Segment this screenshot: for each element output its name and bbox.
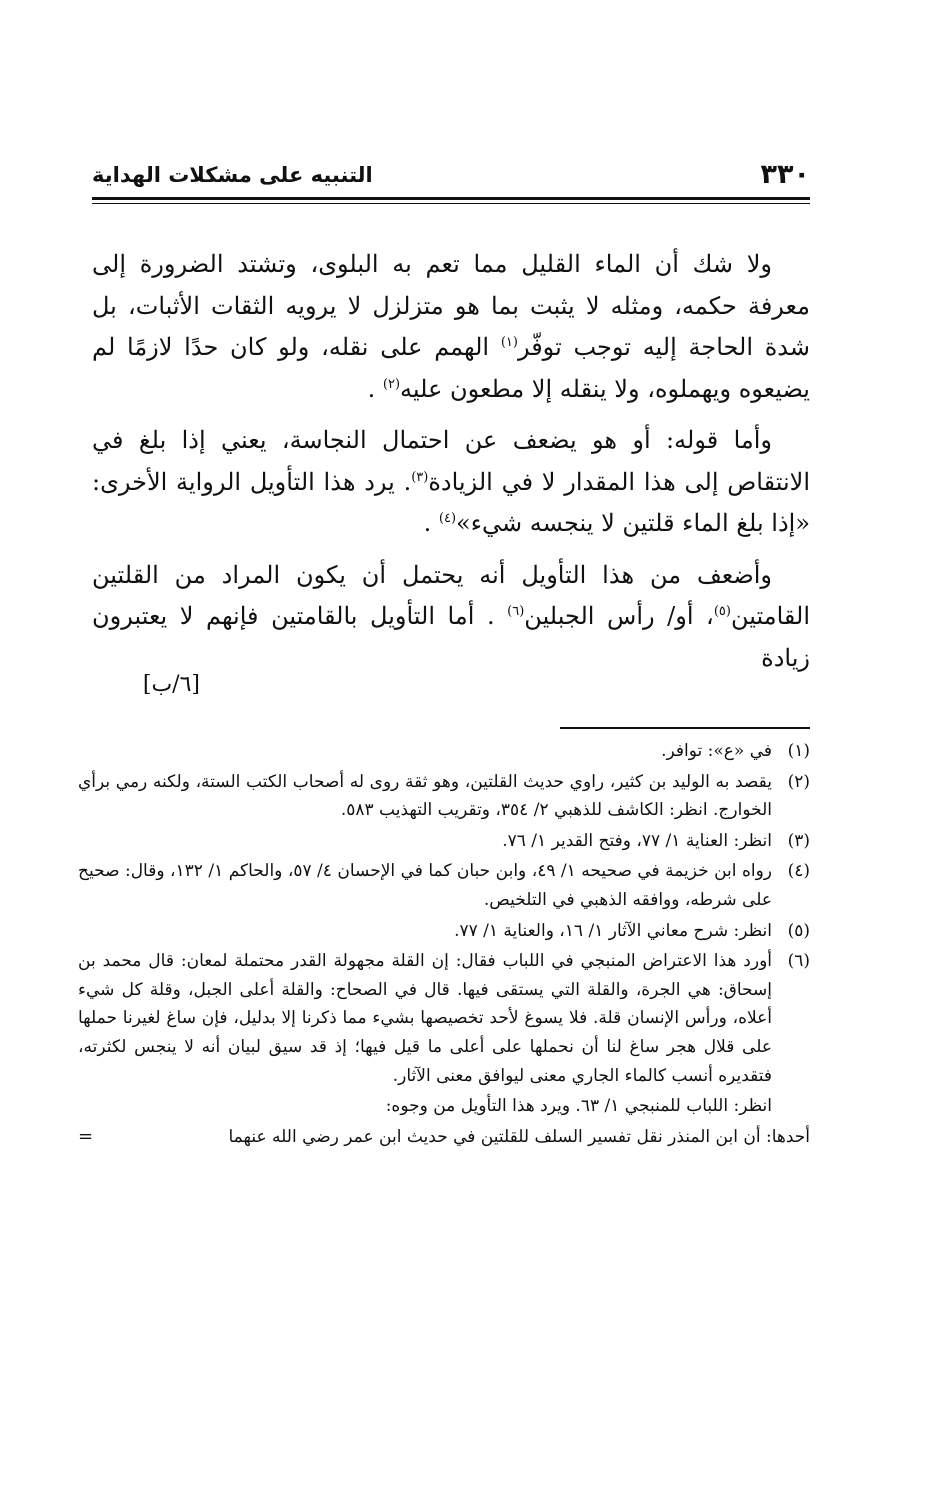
footnote-text: في «ع»: توافر. xyxy=(661,741,772,761)
footnote xyxy=(78,768,810,825)
footnote-separator xyxy=(560,727,810,729)
footnote-number: (٤) xyxy=(787,861,810,882)
footnote-ref: (٣) xyxy=(411,469,429,485)
header-rule-thick xyxy=(92,197,810,200)
footnotes xyxy=(78,737,810,1153)
footnote-ref: (٢) xyxy=(382,376,401,392)
footnote xyxy=(78,737,810,766)
footnote-text: أورد هذا الاعتراض المنبجي في اللباب فقال: إن القلة مجهولة القدر محتملة لمعان: قال محمد بن إسحاق: هي الجرة، والقلة التي يستقى فيها. قال في الصحاح: والقلة أعلى الجبل، وقلة كل شيء أعلاه، ورأس الإنسان قلة. فلا يسوغ لأحد تخصيصها بشيء مما ذكرنا إلا بدليل، فإن ساغ لغيرنا حملها على قلال هجر ساغ لنا أن نحملها على أعلى ما قيل فيها؛ إذ قد سيق لبيان أنه لا ينجس لكثرته، فتقديره أنسب كالماء الجاري معنى ليوافق معنى الآثار. xyxy=(78,951,772,1086)
footnote-continuation-line xyxy=(78,1123,810,1152)
header-rule-thin xyxy=(92,203,810,204)
main-text xyxy=(92,244,810,689)
running-header xyxy=(92,158,810,194)
footnote xyxy=(78,947,810,1090)
page-number: ٣٣٠ xyxy=(760,159,810,190)
footnote-number: (١) xyxy=(787,741,810,761)
footnote-continuation-text: أحدها: أن ابن المنذر نقل تفسير السلف للقلتين في حديث ابن عمر رضي الله عنهما xyxy=(228,1126,810,1147)
footnote xyxy=(78,827,810,856)
footnote-ref: (٦) xyxy=(507,604,525,619)
footnote-text: رواه ابن خزيمة في صحيحه ١/ ٤٩، وابن حبان كما في الإحسان ٤/ ٥٧، والحاكم ١/ ١٣٢، وقال: صحيح على شرطه، ووافقه الذهبي في التلخيص. xyxy=(78,861,772,910)
paragraph: وأما قوله: أو هو يضعف عن احتمال النجاسة، يعني إذا بلغ في الانتقاص إلى هذا المقدار لا في الزيادة$^{(٣)}$. يرد هذا التأويل الرواية الأخرى: «إذا بلغ الماء قلتين لا ينجسه شيء»$^{(٤)}$ . xyxy=(92,426,810,537)
footnote-ref: (٤) xyxy=(438,511,457,526)
footnote-ref: (١) xyxy=(500,335,518,350)
continuation-mark: = xyxy=(78,1125,94,1147)
footnote-number: (٦) xyxy=(787,951,810,972)
footnote xyxy=(78,857,810,914)
footnote-number: (٣) xyxy=(787,830,810,851)
footnote xyxy=(78,917,810,946)
footnote-continuation-line: انظر: اللباب للمنبجي ١/ ٦٣. ويرد هذا التأويل من وجوه: xyxy=(385,1096,772,1117)
footnote-number: (٢) xyxy=(787,771,810,792)
paragraph: وأضعف من هذا التأويل أنه يحتمل أن يكون المراد من القلتين القامتين$^{(٥)}$، أو/ رأس الجبلين$^{(٦)}$ . أما التأويل بالقامتين فإنهم لا يعتبرون زيادة xyxy=(92,560,810,672)
manuscript-folio-marker: [٦/ب] xyxy=(142,672,200,697)
paragraph: ولا شك أن الماء القليل مما تعم به البلوى، وتشتد الضرورة إلى معرفة حكمه، ومثله لا يثبت بما هو متزلزل لا يرويه الثقات الأثبات، بل شدة الحاجة إليه توجب توفّر$^{(١)}$ الهمم على نقله، ولو كان حدًا لازمًا لم يضيعوه ويهملوه، ولا ينقله إلا مطعون عليه$^{(٢)}$ . xyxy=(92,250,810,403)
footnote-ref: (٥) xyxy=(713,604,731,619)
footnote-text: انظر: شرح معاني الآثار ١/ ١٦، والعناية ١/ ٧٧. xyxy=(454,920,772,941)
footnote-text: يقصد به الوليد بن كثير، راوي حديث القلتين، وهو ثقة روى له أصحاب الكتب الستة، ولكنه رمي برأي الخوارج. انظر: الكاشف للذهبي ٢/ ٣٥٤، وتقريب التهذيب ٥٨٣. xyxy=(78,771,772,821)
footnote-text: انظر: العناية ١/ ٧٧، وفتح القدير ١/ ٧٦. xyxy=(502,830,772,851)
running-title: التنبيه على مشكلات الهداية xyxy=(92,163,373,187)
footnote-number: (٥) xyxy=(787,920,810,941)
